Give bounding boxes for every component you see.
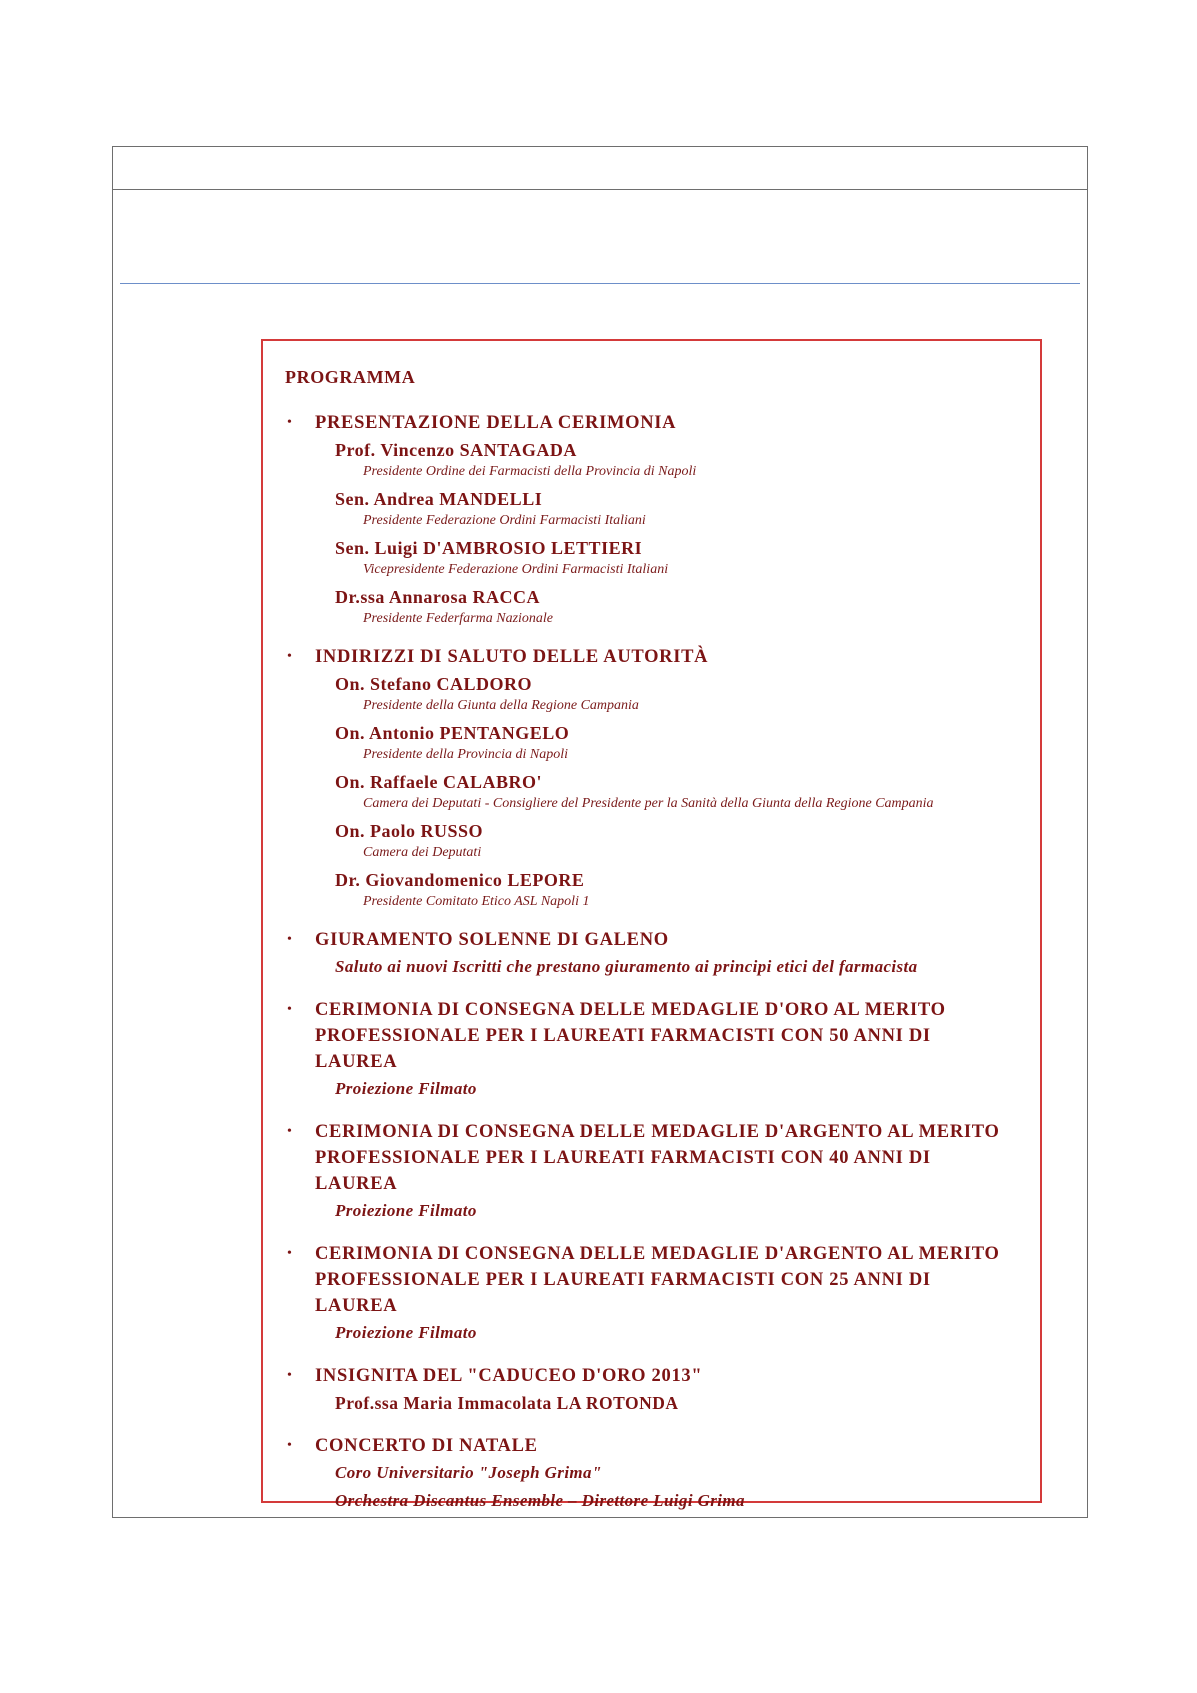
header-divider: [113, 189, 1087, 190]
programme-title: PROGRAMMA: [285, 367, 416, 387]
speaker-name: On. Antonio PENTANGELO: [335, 723, 570, 743]
section-title: PRESENTAZIONE DELLA CERIMONIA: [315, 413, 677, 433]
section-note: Saluto ai nuovi Iscritti che prestano giuramento ai principi etici del farmacista: [335, 957, 918, 976]
speaker-name: On. Stefano CALDORO: [335, 674, 533, 694]
section-note-2: Orchestra Discantus Ensemble – Direttore Luigi Grima: [335, 1491, 745, 1510]
bullet-icon: •: [287, 1438, 292, 1453]
speaker-name: Sen. Andrea MANDELLI: [335, 489, 543, 509]
speaker-role: Presidente Federazione Ordini Farmacisti Italiani: [363, 513, 646, 528]
speaker-role: Vicepresidente Federazione Ordini Farmacisti Italiani: [363, 562, 669, 577]
section-presentazione: [285, 410, 1014, 628]
speaker-entry: [335, 672, 1014, 715]
section-title: CERIMONIA DI CONSEGNA DELLE MEDAGLIE D'ORO AL MERITO PROFESSIONALE PER I LAUREATI FARMACISTI CON 50 ANNI DI LAUREA: [315, 1000, 946, 1072]
bullet-icon: •: [287, 649, 292, 664]
section-title: GIURAMENTO SOLENNE DI GALENO: [315, 930, 669, 950]
speaker-name: On. Paolo RUSSO: [335, 821, 484, 841]
bullet-icon: •: [287, 1246, 292, 1261]
speaker-role: Presidente della Provincia di Napoli: [363, 747, 569, 762]
bullet-icon: •: [287, 1002, 292, 1017]
bullet-icon: •: [287, 932, 292, 947]
speaker-role: Presidente Comitato Etico ASL Napoli 1: [363, 894, 590, 909]
section-title: CERIMONIA DI CONSEGNA DELLE MEDAGLIE D'ARGENTO AL MERITO PROFESSIONALE PER I LAUREATI FARMACISTI CON 40 ANNI DI LAUREA: [315, 1122, 1000, 1194]
section-title: INSIGNITA DEL "CADUCEO D'ORO 2013": [315, 1366, 703, 1386]
speaker-role: Presidente Federfarma Nazionale: [363, 611, 554, 626]
speaker-entry: [335, 438, 1014, 481]
speaker-role: Presidente Ordine dei Farmacisti della Provincia di Napoli: [363, 464, 697, 479]
speaker-name: Dr.ssa Annarosa RACCA: [335, 587, 541, 607]
speaker-name: Prof. Vincenzo SANTAGADA: [335, 440, 577, 460]
section-title: INDIRIZZI DI SALUTO DELLE AUTORITÀ: [315, 647, 709, 667]
speaker-role: Presidente della Giunta della Regione Campania: [363, 698, 639, 713]
section-caduceo: [285, 1363, 1014, 1417]
speaker-entry: [335, 819, 1014, 862]
bullet-icon: •: [287, 1368, 292, 1383]
section-medaglie-argento-40: [285, 1119, 1014, 1225]
bullet-icon: •: [287, 415, 292, 430]
speaker-name: On. Raffaele CALABRO': [335, 772, 542, 792]
speaker-entry: [335, 585, 1014, 628]
section-note: Proiezione Filmato: [335, 1079, 477, 1098]
section-indirizzi: [285, 644, 1014, 911]
section-title: CONCERTO DI NATALE: [315, 1436, 538, 1456]
speaker-entry: [335, 487, 1014, 530]
section-note: Coro Universitario "Joseph Grima": [335, 1463, 602, 1482]
speaker-entry: [335, 868, 1014, 911]
speaker-entry: [335, 536, 1014, 579]
section-note: Proiezione Filmato: [335, 1323, 477, 1342]
programme-box: [261, 339, 1042, 1510]
bullet-icon: •: [287, 1124, 292, 1139]
section-medaglie-oro: [285, 997, 1014, 1103]
section-title: CERIMONIA DI CONSEGNA DELLE MEDAGLIE D'ARGENTO AL MERITO PROFESSIONALE PER I LAUREATI FARMACISTI CON 25 ANNI DI LAUREA: [315, 1244, 1000, 1316]
section-concerto: [285, 1433, 1014, 1515]
speaker-role: Camera dei Deputati - Consigliere del Presidente per la Sanità della Giunta della Regione Campania: [363, 796, 934, 811]
speaker-role: Camera dei Deputati: [363, 845, 482, 860]
speaker-entry: [335, 721, 1014, 764]
honoree-name: Prof.ssa Maria Immacolata LA ROTONDA: [335, 1393, 679, 1413]
section-medaglie-argento-25: [285, 1241, 1014, 1347]
section-note: Proiezione Filmato: [335, 1201, 477, 1220]
section-giuramento: [285, 927, 1014, 981]
speaker-name: Dr. Giovandomenico LEPORE: [335, 870, 585, 890]
blue-rule: [120, 283, 1080, 284]
speaker-entry: [335, 770, 1014, 813]
speaker-name: Sen. Luigi D'AMBROSIO LETTIERI: [335, 538, 643, 558]
